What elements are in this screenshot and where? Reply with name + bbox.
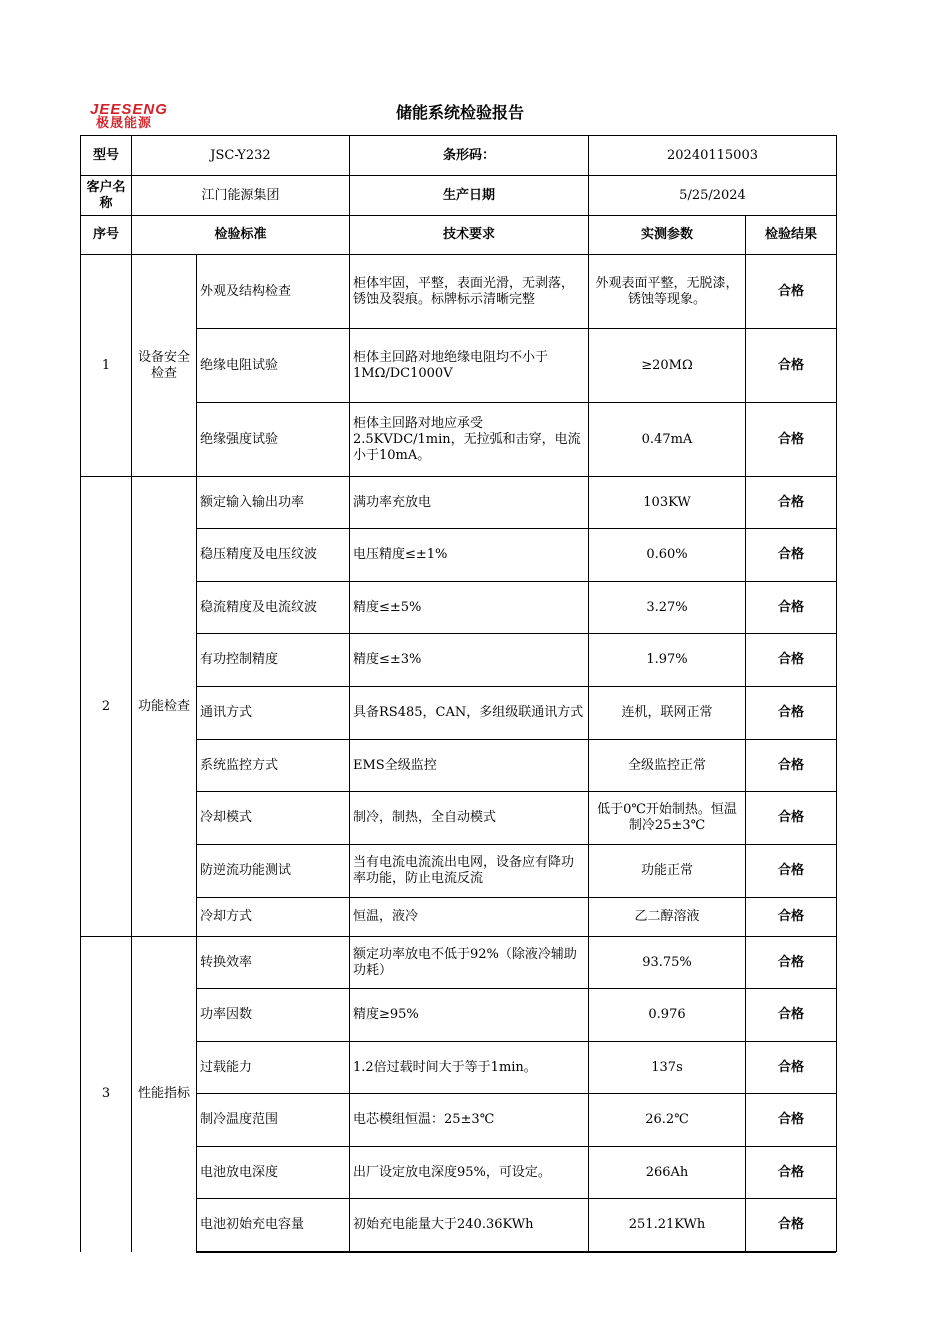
inspection-item: 冷却模式 xyxy=(197,792,350,845)
inspection-item: 转换效率 xyxy=(197,937,350,989)
technical-requirement: 电芯模组恒温：25±3℃ xyxy=(350,1094,589,1147)
inspection-result: 合格 xyxy=(746,989,837,1042)
inspection-result: 合格 xyxy=(746,1147,837,1199)
table-row xyxy=(81,255,837,329)
inspection-item: 稳流精度及电流纹波 xyxy=(197,582,350,634)
measured-value: 266Ah xyxy=(589,1147,746,1199)
inspection-item: 制冷温度范围 xyxy=(197,1094,350,1147)
group-seq: 1 xyxy=(81,255,132,477)
technical-requirement: 制冷，制热，全自动模式 xyxy=(350,792,589,845)
measured-value: 26.2℃ xyxy=(589,1094,746,1147)
measured-value: 乙二醇溶液 xyxy=(589,898,746,937)
technical-requirement: 出厂设定放电深度95%，可设定。 xyxy=(350,1147,589,1199)
technical-requirement: 当有电流电流流出电网，设备应有降功率功能，防止电流反流 xyxy=(350,845,589,898)
measured-value: ≥20MΩ xyxy=(589,329,746,403)
barcode-value: 20240115003 xyxy=(589,136,837,176)
inspection-result: 合格 xyxy=(746,792,837,845)
inspection-result: 合格 xyxy=(746,634,837,687)
measured-value: 137s xyxy=(589,1042,746,1094)
table-row xyxy=(81,477,837,529)
technical-requirement: 精度≤±3% xyxy=(350,634,589,687)
group-category: 性能指标 xyxy=(132,937,197,1252)
inspection-result: 合格 xyxy=(746,1042,837,1094)
technical-requirement: 初始充电能量大于240.36KWh xyxy=(350,1199,589,1252)
inspection-result: 合格 xyxy=(746,687,837,740)
inspection-result: 合格 xyxy=(746,529,837,582)
model-value: JSC-Y232 xyxy=(132,136,350,176)
technical-requirement: 电压精度≤±1% xyxy=(350,529,589,582)
measured-value: 外观表面平整，无脱漆，锈蚀等现象。 xyxy=(589,255,746,329)
production-date-label: 生产日期 xyxy=(350,176,589,216)
technical-requirement: 柜体牢固，平整，表面光滑，无剥落，锈蚀及裂痕。标牌标示清晰完整 xyxy=(350,255,589,329)
inspection-result: 合格 xyxy=(746,582,837,634)
technical-requirement: 精度≥95% xyxy=(350,989,589,1042)
inspection-result: 合格 xyxy=(746,1094,837,1147)
customer-row xyxy=(81,176,837,216)
customer-label: 客户名称 xyxy=(81,176,132,216)
technical-requirement: 精度≤±5% xyxy=(350,582,589,634)
inspection-item: 绝缘电阻试验 xyxy=(197,329,350,403)
technical-requirement: 恒温，液冷 xyxy=(350,898,589,937)
production-date-value: 5/25/2024 xyxy=(589,176,837,216)
inspection-item: 电池初始充电容量 xyxy=(197,1199,350,1252)
inspection-item: 电池放电深度 xyxy=(197,1147,350,1199)
inspection-item: 通讯方式 xyxy=(197,687,350,740)
inspection-item: 过载能力 xyxy=(197,1042,350,1094)
inspection-result: 合格 xyxy=(746,329,837,403)
measured-value: 1.97% xyxy=(589,634,746,687)
inspection-result: 合格 xyxy=(746,477,837,529)
header-standard: 检验标准 xyxy=(132,216,350,255)
inspection-item: 绝缘强度试验 xyxy=(197,403,350,477)
measured-value: 93.75% xyxy=(589,937,746,989)
column-header-row xyxy=(81,216,837,255)
group-seq: 2 xyxy=(81,477,132,937)
inspection-item: 冷却方式 xyxy=(197,898,350,937)
inspection-item: 稳压精度及电压纹波 xyxy=(197,529,350,582)
company-logo xyxy=(90,102,200,132)
measured-value: 103KW xyxy=(589,477,746,529)
technical-requirement: 满功率充放电 xyxy=(350,477,589,529)
table-row xyxy=(81,937,837,989)
technical-requirement: 柜体主回路对地绝缘电阻均不小于1MΩ/DC1000V xyxy=(350,329,589,403)
header-seq: 序号 xyxy=(81,216,132,255)
measured-value: 0.47mA xyxy=(589,403,746,477)
inspection-result: 合格 xyxy=(746,740,837,792)
measured-value: 低于0℃开始制热。恒温制冷25±3℃ xyxy=(589,792,746,845)
measured-value: 0.976 xyxy=(589,989,746,1042)
inspection-item: 防逆流功能测试 xyxy=(197,845,350,898)
measured-value: 3.27% xyxy=(589,582,746,634)
customer-value: 江门能源集团 xyxy=(132,176,350,216)
technical-requirement: 额定功率放电不低于92%（除液冷辅助功耗） xyxy=(350,937,589,989)
technical-requirement: EMS全级监控 xyxy=(350,740,589,792)
inspection-item: 额定输入输出功率 xyxy=(197,477,350,529)
inspection-result: 合格 xyxy=(746,845,837,898)
inspection-item: 功率因数 xyxy=(197,989,350,1042)
measured-value: 功能正常 xyxy=(589,845,746,898)
technical-requirement: 具备RS485，CAN，多组级联通讯方式 xyxy=(350,687,589,740)
inspection-result: 合格 xyxy=(746,403,837,477)
measured-value: 0.60% xyxy=(589,529,746,582)
logo-text-cn: 极晟能源 xyxy=(96,116,153,131)
measured-value: 连机，联网正常 xyxy=(589,687,746,740)
inspection-result: 合格 xyxy=(746,937,837,989)
logo-text-en: JEESENG xyxy=(90,101,168,118)
header-requirement: 技术要求 xyxy=(350,216,589,255)
group-seq: 3 xyxy=(81,937,132,1252)
group-category: 功能检查 xyxy=(132,477,197,937)
measured-value: 全级监控正常 xyxy=(589,740,746,792)
header-result: 检验结果 xyxy=(746,216,837,255)
model-label: 型号 xyxy=(81,136,132,176)
group-category: 设备安全检查 xyxy=(132,255,197,477)
inspection-item: 系统监控方式 xyxy=(197,740,350,792)
barcode-label: 条形码： xyxy=(350,136,589,176)
report-title: 储能系统检验报告 xyxy=(395,103,524,122)
table-bottom-border xyxy=(196,1252,836,1253)
technical-requirement: 1.2倍过载时间大于等于1min。 xyxy=(350,1042,589,1094)
technical-requirement: 柜体主回路对地应承受2.5KVDC/1min，无拉弧和击穿，电流小于10mA。 xyxy=(350,403,589,477)
model-row xyxy=(81,136,837,176)
measured-value: 251.21KWh xyxy=(589,1199,746,1252)
header-measured: 实测参数 xyxy=(589,216,746,255)
inspection-item: 外观及结构检查 xyxy=(197,255,350,329)
inspection-result: 合格 xyxy=(746,255,837,329)
inspection-result: 合格 xyxy=(746,1199,837,1252)
inspection-table xyxy=(80,135,837,1252)
inspection-item: 有功控制精度 xyxy=(197,634,350,687)
inspection-result: 合格 xyxy=(746,898,837,937)
